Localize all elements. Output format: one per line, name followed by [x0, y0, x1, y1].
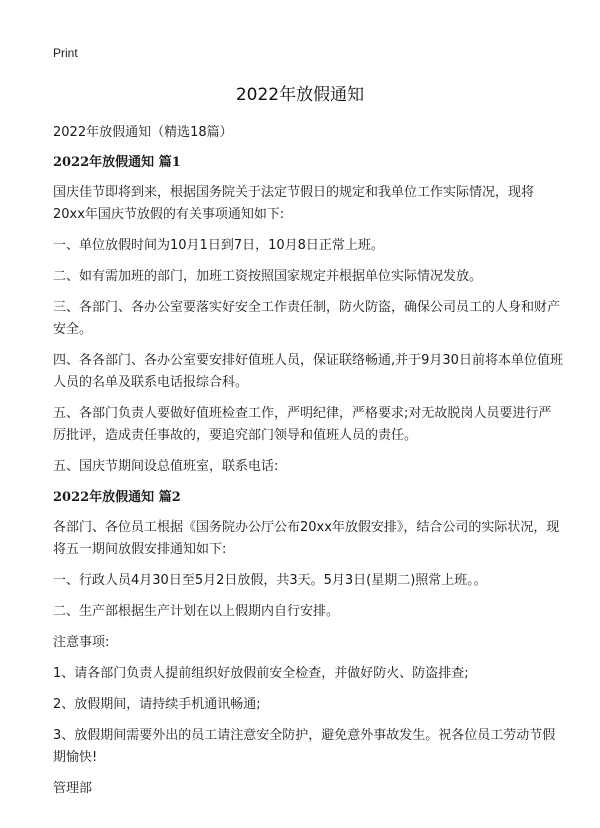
document-subtitle: 2022年放假通知（精选18篇） — [53, 125, 233, 140]
paragraph: 注意事项: — [53, 635, 110, 650]
paragraph: 一、行政人员4月30日至5月2日放假，共3天。5月3日(星期二)照常上班。。 — [53, 573, 487, 588]
print-link[interactable]: Print — [53, 46, 78, 60]
paragraph: 国庆佳节即将到来，根据国务院关于法定节假日的规定和我单位工作实际情况，现将20xx年国庆节放假的有关事项通知如下: — [53, 185, 535, 222]
section-heading: 2022年放假通知 篇1 — [53, 155, 181, 170]
section-2 — [53, 487, 563, 800]
paragraph: 四、各各部门、各办公室要安排好值班人员，保证联络畅通,并于9月30日前将本单位值班人员的名单及联系电话报综合科。 — [53, 353, 563, 390]
paragraph: 2、放假期间，请持续手机通讯畅通; — [53, 697, 261, 712]
document-body — [53, 122, 563, 809]
paragraph: 二、如有需加班的部门，加班工资按照国家规定并根据单位实际情况发放。 — [53, 269, 483, 284]
page-title: 2022年放假通知 — [235, 85, 365, 105]
paragraph: 各部门、各位员工根据《国务院办公厅公布20xx年放假安排》，结合公司的实际状况，现将五一期间放假安排通知如下: — [53, 520, 560, 557]
paragraph: 二、生产部根据生产计划在以上假期内自行安排。 — [53, 604, 340, 619]
paragraph: 1、请各部门负责人提前组织好放假前安全检查，并做好防火、防盗排查; — [53, 666, 469, 681]
paragraph: 3、放假期间需要外出的员工请注意安全防护，避免意外事故发生。祝各位员工劳动节假期愉快! — [53, 728, 556, 765]
section-1 — [53, 152, 563, 478]
paragraph: 五、各部门负责人要做好值班检查工作，严明纪律，严格要求;对无故脱岗人员要进行严厉批评，造成责任事故的，要追究部门领导和值班人员的责任。 — [53, 406, 552, 443]
paragraph: 一、单位放假时间为10月1日到7日，10月8日正常上班。 — [53, 238, 384, 253]
paragraph: 三、各部门、各办公室要落实好安全工作责任制，防火防盗，确保公司员工的人身和财产安全。 — [53, 300, 561, 337]
section-heading: 2022年放假通知 篇2 — [53, 490, 181, 505]
paragraph: 管理部 — [53, 781, 93, 796]
paragraph: 五、国庆节期间设总值班室，联系电话: — [53, 459, 279, 474]
